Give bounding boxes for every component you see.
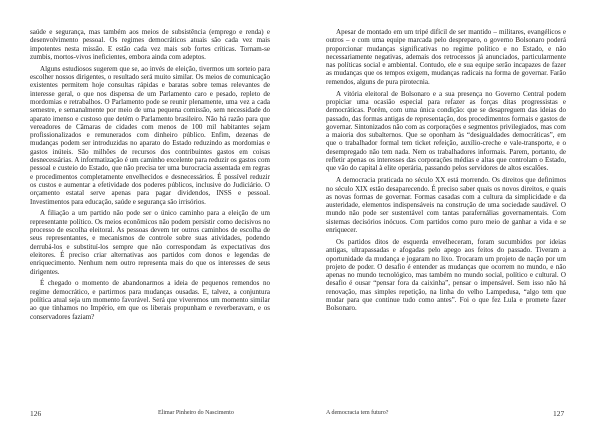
- running-footer-author: Elimar Pinheiro do Nascimento: [158, 410, 234, 416]
- running-footer-title: A democracia tem futuro?: [326, 410, 389, 416]
- paragraph: A vitória eleitoral de Bolsonaro e a sua presença no Governo Central podem propiciar uma ocasião especial para refazer as forças ditas progressistas e democráticas. Porém, com uma única condição: que se desapreguem das ideias do passado, das formas antigas de representação, dos procedimentos formais e gastos de governar. Sintonizados não com as corporações e segmentos privilegiados, mas com a maioria dos subalternos. Que se oponham às “desigualdades democráticas”, em que o trabalhador formal tem ticket refeição, auxílio-creche e vale-transporte, e o desempregado não tem nada. Nem os trabalhadores informais. Parem, portanto, de refletir apenas os interesses das corporações médias e altas que controlam o Estado, que vão do capital à elite operária, passando pelos servidores de altos escalões.: [326, 89, 566, 173]
- paragraph: Alguns estudiosos sugerem que se, ao invés de eleição, tivermos um sorteio para escolher nossos dirigentes, o resultado será muito similar. Os meios de comunicação existentes permitem hoje consultas rápidas e baratas sobre temas relevantes de interesse geral, o que nos dispensa de um Parlamento caro e pesado, repleto de mordomias e retrabalhos. O Parlamento pode se reunir plenamente, uma vez a cada semestre, e semanalmente por meio de uma pequena comissão, sem necessidade do aparato imenso e custoso que detém o Parlamento brasileiro. Não há razão para que vereadores de Câmaras de cidades com menos de 100 mil habitantes sejam profissionalizados e remunerados com dinheiro público. Enfim, dezenas de mudanças podem ser introduzidas no aparato do Estado reduzindo as mordomias e gastos inúteis. São milhões de recursos dos contribuintes gastos em coisas desnecessárias. A informatização é um caminho excelente para reduzir os gastos com pessoal e custeio do Estado, que não precisa ter uma burocracia assentada em regras e procedimentos completamente envelhecidos e desnecessários. É possível reduzir os custos e aumentar a efetividade dos poderes públicos, inclusive do Judiciário. O orçamento estatal serve apenas para pagar dividendos, INSS e pessoal. Investimentos para educação, saúde e segurança são irrisórios.: [30, 64, 270, 206]
- paragraph: Os partidos ditos de esquerda envelheceram, foram sucumbidos por ideias antigas, ultrapassadas e afogadas pelo apego aos feitos do passado. Tiveram a oportunidade da mudança e jogaram no lixo. Trocaram um projeto de nação por um projeto de poder. O desafio é entender as mudanças que ocorrem no mundo, e não apenas no mundo tecnológico, mas também no mundo social, político e cultural. O desafio é ousar “pensar fora da caixinha”, pensar o impensável. Sem isso não há renovação, mas simples repetição, na linha do velho Lampedusa, “algo tem que mudar para que continue tudo como antes”. Foi o que fez Lula e promete fazer Bolsonaro.: [326, 237, 566, 313]
- right-page: [300, 0, 600, 444]
- paragraph: A democracia praticada no século XX está morrendo. Os direitos que definimos no século XIX estão desaparecendo. É preciso saber quais os novos direitos, e quais as novas formas de governar. Formas casadas com a cultura da simplicidade e da austeridade, elementos indispensáveis na construção de uma sociedade saudável. O mundo não pode ser sustentável com tantas parafernálias governamentais. Com sistemas decisórios inócuos. Com partidos como puro meio de ganhar a vida e se enriquecer.: [326, 176, 566, 235]
- paragraph: saúde e segurança, mas também aos meios de subsistência (emprego e renda) e desenvolvimento pessoal. Os regimes democráticos atuais são cada vez mais impotentes nesta missão. E estão cada vez mais sob fortes críticas. Tornam-se zumbis, mortos-vivos ineficientes, embora ainda com adeptos.: [30, 28, 270, 61]
- paragraph: É chegado o momento de abandonarmos a ideia de pequenos remendos no regime democrático, e partirmos para mudanças ousadas. E, talvez, a conjuntura política atual seja um momento favorável. Será que viveremos um momento similar ao que tínhamos no Império, em que os liberais propunham e reverberavam, e os conservadores faziam?: [30, 279, 270, 321]
- left-text-column: [30, 28, 270, 324]
- page-number: 126: [30, 409, 42, 418]
- paragraph: Apesar de montado em um tripé difícil de ser mantido – militares, evangélicos e outros – e com uma equipe marcada pelo despreparo, o governo Bolsonaro poderá proporcionar mudanças significativas no regime político e no Estado, e não necessariamente negativas, ademais dos retrocessos já anunciados, particularmente nas políticas social e ambiental. Contudo, ele e sua equipe serão incapazes de fazer as mudanças que os tempos exigem, mudanças radicais na forma de governar. Farão remendos, alguns de pura pirotecnia.: [326, 28, 566, 86]
- paragraph: A filiação a um partido não pode ser o único caminho para a eleição de um representante político. Os meios econômicos não podem persistir como decisivos no processo de escolha eleitoral. As pessoas devem ter outros caminhos de escolha de seus representantes, e mecanismos de controle sobre suas atividades, podendo derrubá-los e substituí-los sempre que não correspondam às expectativas dos eleitores. É preciso criar alternativas aos partidos com donos e legendas de enriquecimento. Nenhum nem outro representa mais do que os interesses de seus dirigentes.: [30, 209, 270, 276]
- right-text-column: [326, 28, 566, 316]
- page-number: 127: [553, 409, 565, 418]
